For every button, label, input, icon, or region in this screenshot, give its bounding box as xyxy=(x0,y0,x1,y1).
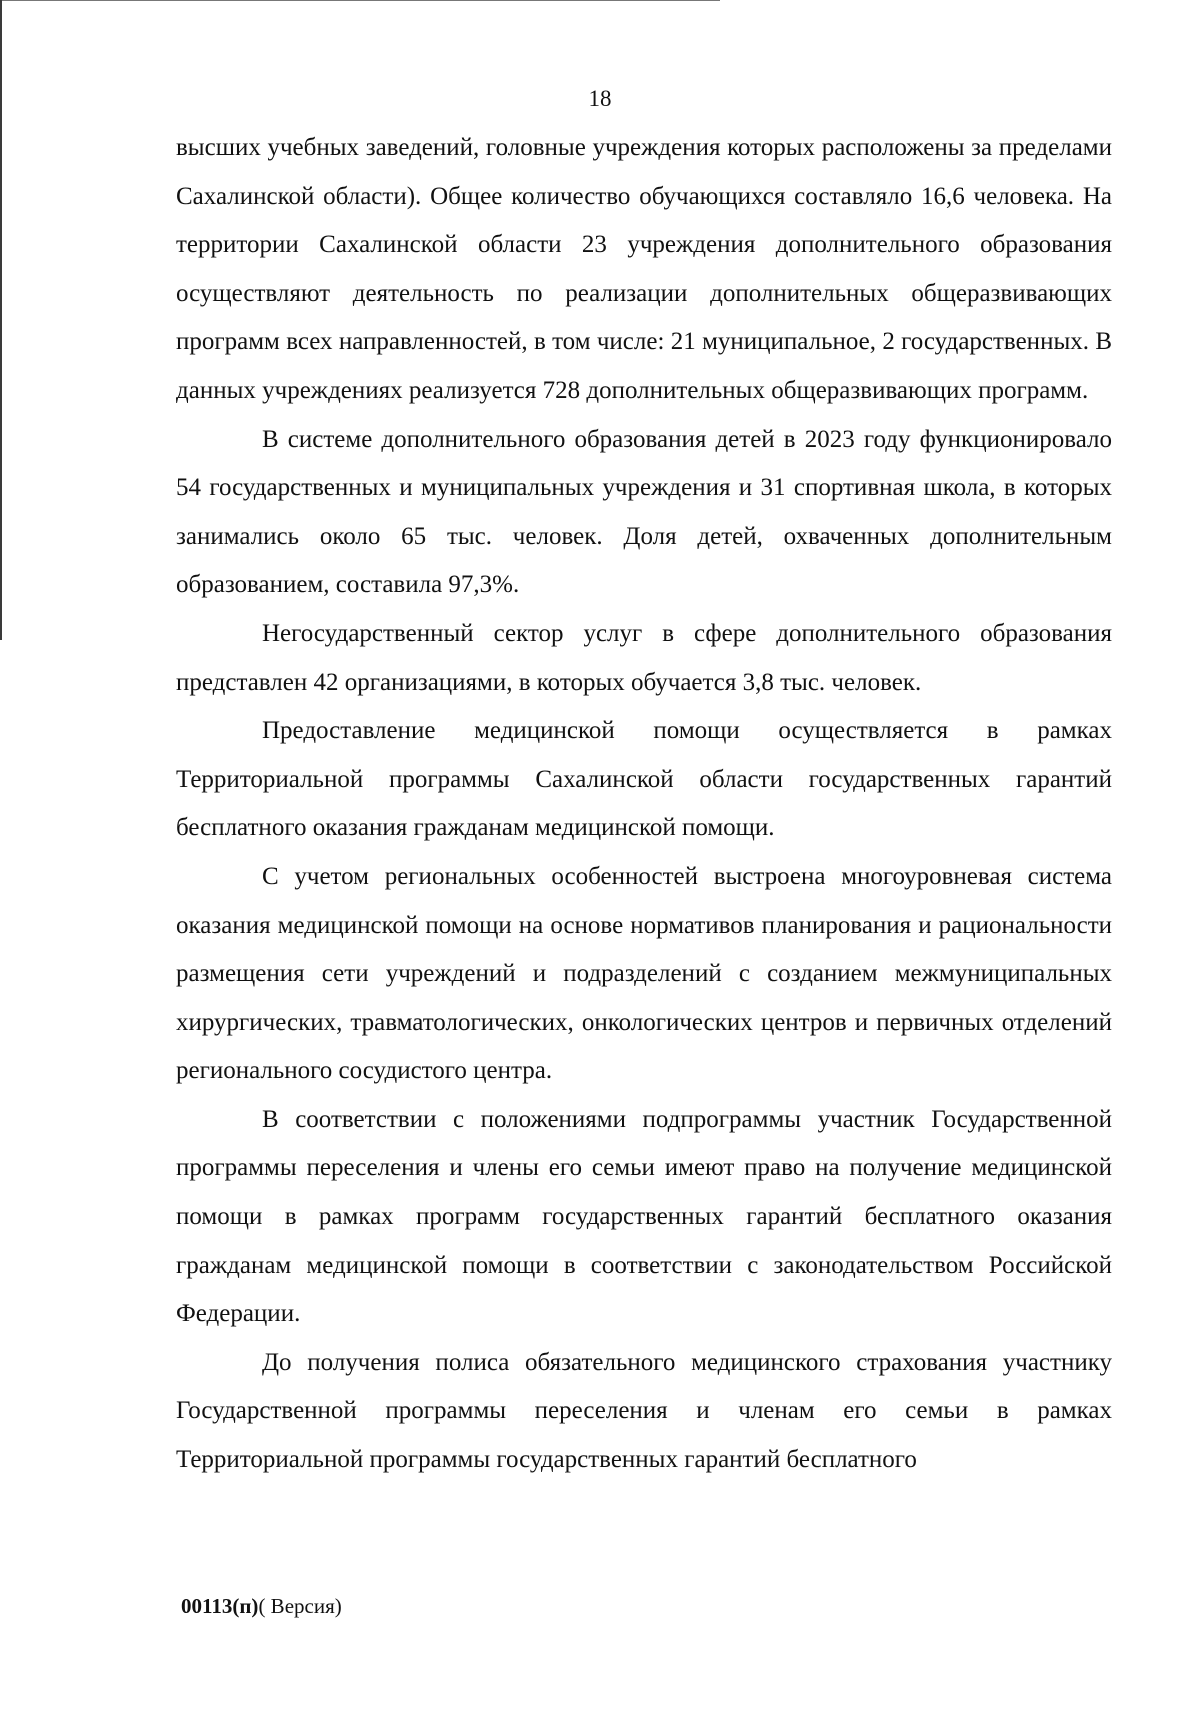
document-version: ( Версия) xyxy=(258,1594,342,1618)
document-body xyxy=(176,124,1112,1485)
paragraph-continuation: высших учебных заведений, головные учреждения которых расположены за пределами Сахалинской области). Общее количество обучающихся составляло 16,6 человека. На территории Сахалинской области 23 учреждения дополнительного образования осуществляют деятельность по реализации дополнительных общеразвивающих программ всех направленностей, в том числе: 21 муниципальное, 2 государственных. В данных учреждениях реализуется 728 дополнительных общеразвивающих программ. xyxy=(176,134,1112,404)
paragraph-additional-education: В системе дополнительного образования детей в 2023 году функционировало 54 государственных и муниципальных учреждения и 31 спортивная школа, в которых занимались около 65 тыс. человек. Доля детей, охваченных дополнительным образованием, составила 97,3%. xyxy=(176,425,1112,599)
document-footer xyxy=(181,1594,342,1619)
paragraph-medical-care: Предоставление медицинской помощи осуществляется в рамках Территориальной программы Сахалинской области государственных гарантий бесплатного оказания гражданам медицинской помощи. xyxy=(176,717,1112,842)
scan-edge-top xyxy=(0,0,720,1)
paragraph-insurance-policy: До получения полиса обязательного медицинского страхования участнику Государственной программы переселения и членам его семьи в рамках Территориальной программы государственных гарантий бесплатного xyxy=(176,1348,1112,1474)
page-number: 18 xyxy=(588,86,612,111)
document-code: 00113(п) xyxy=(181,1594,259,1618)
paragraph-regional-system: С учетом региональных особенностей выстроена многоуровневая система оказания медицинской помощи на основе нормативов планирования и рациональности размещения сети учреждений и подразделений с созданием межмуниципальных хирургических, травматологических, онкологических центров и первичных отделений регионального сосудистого центра. xyxy=(176,862,1112,1085)
paragraph-non-state-sector: Негосударственный сектор услуг в сфере дополнительного образования представлен 42 организациями, в которых обучается 3,8 тыс. человек. xyxy=(176,619,1112,696)
paragraph-resettlement-rights: В соответствии с положениями подпрограммы участник Государственной программы переселения и члены его семьи имеют право на получение медицинской помощи в рамках программ государственных гарантий бесплатного оказания гражданам медицинской помощи в соответствии с законодательством Российской Федерации. xyxy=(176,1105,1112,1328)
